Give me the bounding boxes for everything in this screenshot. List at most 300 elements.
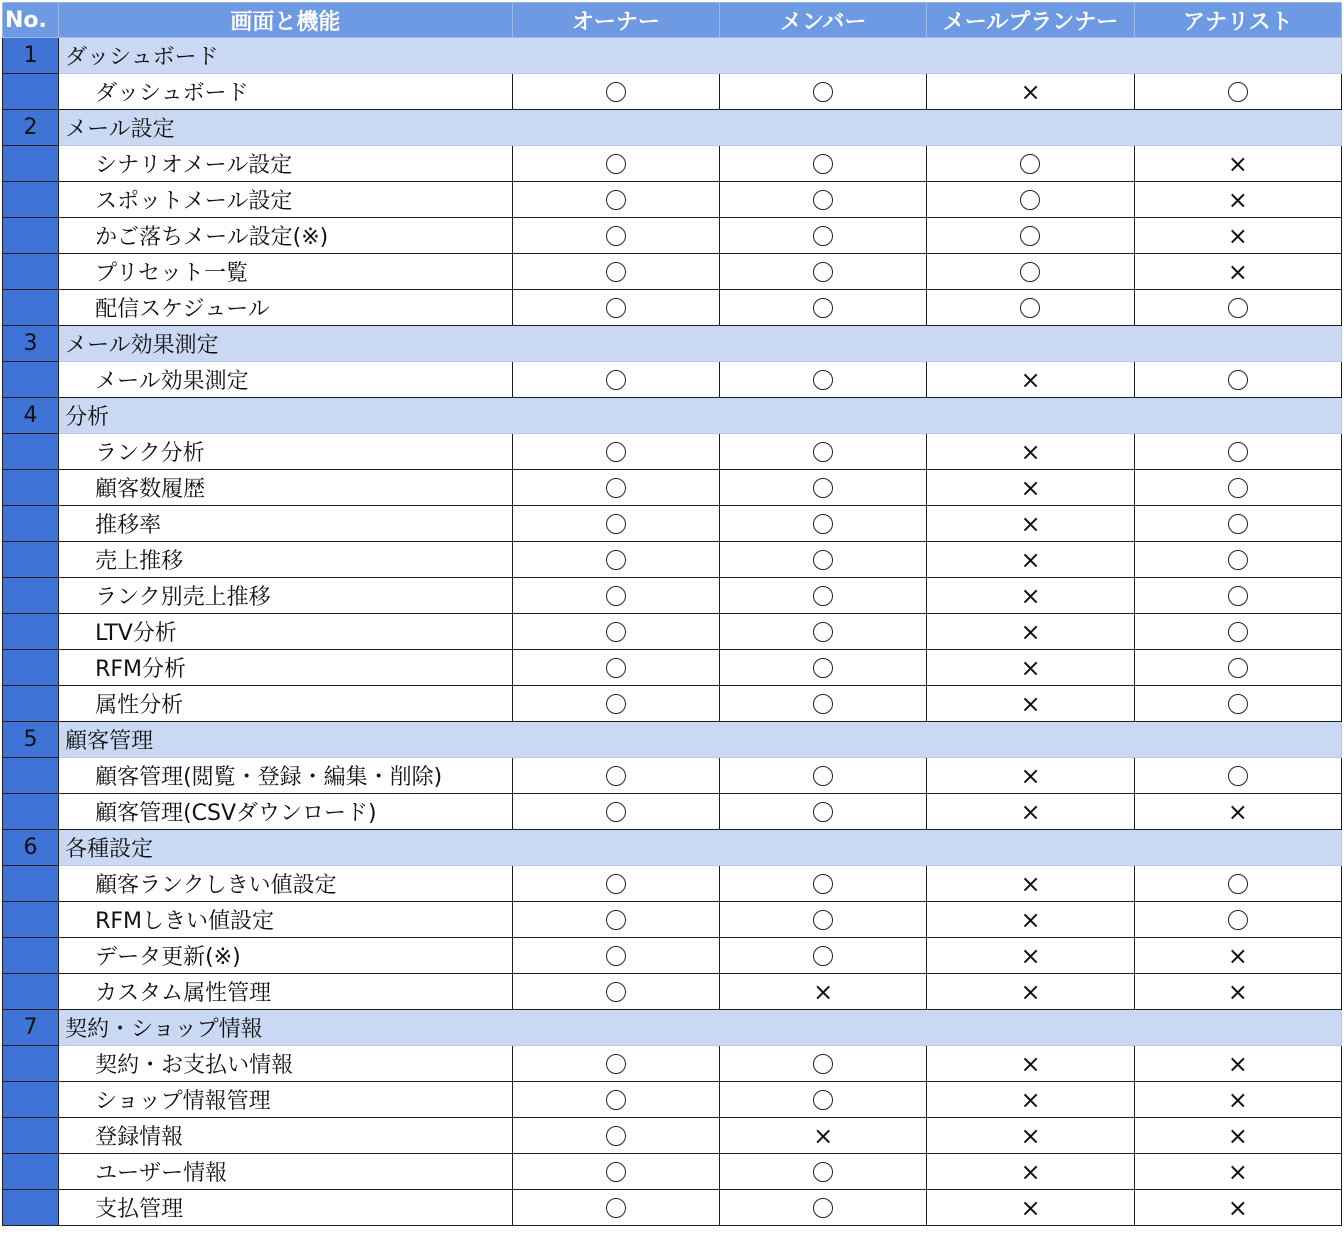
row-number-cell bbox=[3, 1046, 59, 1082]
row-number-cell bbox=[3, 290, 59, 326]
row-number-cell bbox=[3, 758, 59, 794]
denied-mark: × bbox=[1020, 1122, 1041, 1150]
permission-cell bbox=[720, 182, 927, 218]
allowed-mark bbox=[606, 1054, 626, 1074]
feature-name: ユーザー情報 bbox=[59, 1154, 513, 1190]
permission-cell bbox=[720, 686, 927, 722]
permission-cell bbox=[720, 974, 927, 1010]
denied-mark: × bbox=[1227, 798, 1248, 826]
feature-name: 顧客数履歴 bbox=[59, 470, 513, 506]
permission-cell bbox=[720, 470, 927, 506]
permission-cell bbox=[720, 362, 927, 398]
allowed-mark bbox=[606, 1090, 626, 1110]
allowed-mark bbox=[606, 514, 626, 534]
feature-name: スポットメール設定 bbox=[59, 182, 513, 218]
permission-cell bbox=[927, 614, 1134, 650]
permission-cell bbox=[512, 614, 719, 650]
permission-cell bbox=[720, 146, 927, 182]
denied-mark: × bbox=[1020, 1086, 1041, 1114]
allowed-mark bbox=[813, 190, 833, 210]
feature-row bbox=[3, 1118, 1342, 1154]
denied-mark: × bbox=[1020, 798, 1041, 826]
permission-cell bbox=[927, 686, 1134, 722]
row-number-cell bbox=[3, 254, 59, 290]
section-row bbox=[3, 38, 1342, 74]
permission-cell bbox=[512, 542, 719, 578]
feature-name: ダッシュボード bbox=[59, 74, 513, 110]
permission-cell bbox=[720, 290, 927, 326]
feature-row bbox=[3, 686, 1342, 722]
row-number-cell bbox=[3, 866, 59, 902]
row-number-cell bbox=[3, 650, 59, 686]
denied-mark: × bbox=[1020, 654, 1041, 682]
feature-name: 登録情報 bbox=[59, 1118, 513, 1154]
allowed-mark bbox=[606, 442, 626, 462]
allowed-mark bbox=[606, 1162, 626, 1182]
denied-mark: × bbox=[1020, 1194, 1041, 1222]
permission-cell bbox=[1134, 542, 1341, 578]
permission-cell bbox=[512, 974, 719, 1010]
permission-cell bbox=[512, 1190, 719, 1226]
permission-cell bbox=[512, 254, 719, 290]
allowed-mark bbox=[813, 802, 833, 822]
permission-cell bbox=[1134, 938, 1341, 974]
allowed-mark bbox=[1020, 226, 1040, 246]
allowed-mark bbox=[1228, 586, 1248, 606]
feature-name: 売上推移 bbox=[59, 542, 513, 578]
denied-mark: × bbox=[1227, 1194, 1248, 1222]
allowed-mark bbox=[813, 226, 833, 246]
feature-row bbox=[3, 1082, 1342, 1118]
permission-cell bbox=[512, 290, 719, 326]
permission-cell bbox=[1134, 614, 1341, 650]
feature-row bbox=[3, 506, 1342, 542]
allowed-mark bbox=[1228, 442, 1248, 462]
permission-cell bbox=[1134, 74, 1341, 110]
allowed-mark bbox=[1228, 82, 1248, 102]
section-number: 4 bbox=[3, 398, 59, 434]
allowed-mark bbox=[813, 1054, 833, 1074]
allowed-mark bbox=[606, 946, 626, 966]
denied-mark: × bbox=[813, 1122, 834, 1150]
permission-cell bbox=[512, 1082, 719, 1118]
allowed-mark bbox=[813, 622, 833, 642]
section-number: 6 bbox=[3, 830, 59, 866]
permission-cell bbox=[512, 866, 719, 902]
row-number-cell bbox=[3, 794, 59, 830]
permission-cell bbox=[720, 254, 927, 290]
feature-row bbox=[3, 182, 1342, 218]
row-number-cell bbox=[3, 974, 59, 1010]
section-row bbox=[3, 398, 1342, 434]
section-title: 各種設定 bbox=[59, 830, 1342, 866]
row-number-cell bbox=[3, 542, 59, 578]
row-number-cell bbox=[3, 506, 59, 542]
feature-row bbox=[3, 902, 1342, 938]
feature-name: LTV分析 bbox=[59, 614, 513, 650]
allowed-mark bbox=[1228, 514, 1248, 534]
permission-cell bbox=[1134, 866, 1341, 902]
denied-mark: × bbox=[1020, 942, 1041, 970]
allowed-mark bbox=[813, 946, 833, 966]
permission-cell bbox=[720, 542, 927, 578]
row-number-cell bbox=[3, 434, 59, 470]
header-role-mail-planner: メールプランナー bbox=[927, 3, 1134, 38]
row-number-cell bbox=[3, 218, 59, 254]
denied-mark: × bbox=[1020, 474, 1041, 502]
permission-cell bbox=[1134, 686, 1341, 722]
permission-cell bbox=[720, 866, 927, 902]
feature-name: ランク別売上推移 bbox=[59, 578, 513, 614]
feature-name: 顧客管理(CSVダウンロード) bbox=[59, 794, 513, 830]
denied-mark: × bbox=[1020, 690, 1041, 718]
allowed-mark bbox=[606, 1198, 626, 1218]
feature-name: かご落ちメール設定(※) bbox=[59, 218, 513, 254]
permission-cell bbox=[927, 938, 1134, 974]
permission-cell bbox=[512, 1154, 719, 1190]
denied-mark: × bbox=[1227, 222, 1248, 250]
section-number: 2 bbox=[3, 110, 59, 146]
allowed-mark bbox=[606, 910, 626, 930]
allowed-mark bbox=[1020, 298, 1040, 318]
permission-cell bbox=[720, 1082, 927, 1118]
allowed-mark bbox=[1228, 550, 1248, 570]
feature-row bbox=[3, 1154, 1342, 1190]
feature-name: ランク分析 bbox=[59, 434, 513, 470]
permission-cell bbox=[512, 218, 719, 254]
feature-name: 推移率 bbox=[59, 506, 513, 542]
permission-cell bbox=[1134, 1118, 1341, 1154]
permission-cell bbox=[1134, 434, 1341, 470]
allowed-mark bbox=[606, 226, 626, 246]
section-row bbox=[3, 830, 1342, 866]
denied-mark: × bbox=[1227, 186, 1248, 214]
section-number: 5 bbox=[3, 722, 59, 758]
permission-cell bbox=[512, 758, 719, 794]
permission-cell bbox=[927, 146, 1134, 182]
allowed-mark bbox=[606, 478, 626, 498]
permission-cell bbox=[927, 1154, 1134, 1190]
row-number-cell bbox=[3, 74, 59, 110]
table-body bbox=[3, 38, 1342, 1226]
feature-row bbox=[3, 434, 1342, 470]
feature-name: RFMしきい値設定 bbox=[59, 902, 513, 938]
feature-name: 契約・お支払い情報 bbox=[59, 1046, 513, 1082]
denied-mark: × bbox=[1020, 978, 1041, 1006]
allowed-mark bbox=[813, 910, 833, 930]
row-number-cell bbox=[3, 614, 59, 650]
allowed-mark bbox=[813, 658, 833, 678]
denied-mark: × bbox=[1227, 1050, 1248, 1078]
permission-cell bbox=[1134, 290, 1341, 326]
permission-table bbox=[2, 2, 1342, 1226]
feature-row bbox=[3, 758, 1342, 794]
denied-mark: × bbox=[1020, 1050, 1041, 1078]
row-number-cell bbox=[3, 1154, 59, 1190]
feature-row bbox=[3, 470, 1342, 506]
header-role-analyst: アナリスト bbox=[1134, 3, 1341, 38]
permission-cell bbox=[927, 974, 1134, 1010]
row-number-cell bbox=[3, 686, 59, 722]
row-number-cell bbox=[3, 362, 59, 398]
denied-mark: × bbox=[1227, 258, 1248, 286]
denied-mark: × bbox=[1227, 150, 1248, 178]
allowed-mark bbox=[813, 262, 833, 282]
section-number: 1 bbox=[3, 38, 59, 74]
permission-cell bbox=[1134, 1082, 1341, 1118]
header-role-member: メンバー bbox=[720, 3, 927, 38]
permission-cell bbox=[927, 1082, 1134, 1118]
feature-name: ショップ情報管理 bbox=[59, 1082, 513, 1118]
allowed-mark bbox=[813, 82, 833, 102]
permission-cell bbox=[720, 434, 927, 470]
feature-row bbox=[3, 578, 1342, 614]
allowed-mark bbox=[1020, 154, 1040, 174]
denied-mark: × bbox=[1020, 366, 1041, 394]
allowed-mark bbox=[1020, 262, 1040, 282]
row-number-cell bbox=[3, 470, 59, 506]
allowed-mark bbox=[1228, 766, 1248, 786]
permission-cell bbox=[720, 218, 927, 254]
feature-row bbox=[3, 74, 1342, 110]
permission-cell bbox=[1134, 182, 1341, 218]
allowed-mark bbox=[606, 298, 626, 318]
allowed-mark bbox=[606, 874, 626, 894]
permission-cell bbox=[720, 938, 927, 974]
permission-cell bbox=[927, 794, 1134, 830]
section-row bbox=[3, 110, 1342, 146]
denied-mark: × bbox=[1020, 546, 1041, 574]
feature-name: 配信スケジュール bbox=[59, 290, 513, 326]
allowed-mark bbox=[606, 154, 626, 174]
feature-row bbox=[3, 1046, 1342, 1082]
row-number-cell bbox=[3, 578, 59, 614]
denied-mark: × bbox=[1227, 942, 1248, 970]
allowed-mark bbox=[813, 1198, 833, 1218]
permission-cell bbox=[927, 434, 1134, 470]
feature-row bbox=[3, 146, 1342, 182]
permission-cell bbox=[1134, 362, 1341, 398]
permission-cell bbox=[720, 506, 927, 542]
section-title: 分析 bbox=[59, 398, 1342, 434]
permission-cell bbox=[720, 902, 927, 938]
permission-cell bbox=[927, 1046, 1134, 1082]
denied-mark: × bbox=[1227, 978, 1248, 1006]
allowed-mark bbox=[606, 190, 626, 210]
header-row bbox=[3, 3, 1342, 38]
allowed-mark bbox=[606, 622, 626, 642]
denied-mark: × bbox=[1020, 870, 1041, 898]
feature-row bbox=[3, 290, 1342, 326]
permission-cell bbox=[927, 470, 1134, 506]
feature-name: 顧客ランクしきい値設定 bbox=[59, 866, 513, 902]
feature-name: カスタム属性管理 bbox=[59, 974, 513, 1010]
permission-cell bbox=[512, 578, 719, 614]
header-role-owner: オーナー bbox=[512, 3, 719, 38]
denied-mark: × bbox=[1020, 582, 1041, 610]
allowed-mark bbox=[813, 514, 833, 534]
permission-cell bbox=[927, 254, 1134, 290]
permission-cell bbox=[720, 794, 927, 830]
row-number-cell bbox=[3, 1082, 59, 1118]
permission-cell bbox=[512, 434, 719, 470]
permission-cell bbox=[512, 182, 719, 218]
permission-cell bbox=[720, 74, 927, 110]
permission-cell bbox=[927, 1118, 1134, 1154]
feature-name: RFM分析 bbox=[59, 650, 513, 686]
permission-cell bbox=[927, 650, 1134, 686]
allowed-mark bbox=[813, 1162, 833, 1182]
allowed-mark bbox=[606, 586, 626, 606]
permission-cell bbox=[512, 506, 719, 542]
allowed-mark bbox=[813, 874, 833, 894]
permission-cell bbox=[927, 290, 1134, 326]
permission-cell bbox=[1134, 974, 1341, 1010]
allowed-mark bbox=[813, 766, 833, 786]
allowed-mark bbox=[1228, 910, 1248, 930]
permission-cell bbox=[1134, 902, 1341, 938]
denied-mark: × bbox=[1020, 78, 1041, 106]
section-row bbox=[3, 1010, 1342, 1046]
feature-row bbox=[3, 254, 1342, 290]
permission-cell bbox=[512, 146, 719, 182]
feature-row bbox=[3, 218, 1342, 254]
feature-row bbox=[3, 794, 1342, 830]
permission-cell bbox=[927, 362, 1134, 398]
permission-cell bbox=[720, 650, 927, 686]
row-number-cell bbox=[3, 902, 59, 938]
feature-name: メール効果測定 bbox=[59, 362, 513, 398]
row-number-cell bbox=[3, 182, 59, 218]
permission-cell bbox=[1134, 578, 1341, 614]
section-title: ダッシュボード bbox=[59, 38, 1342, 74]
section-row bbox=[3, 722, 1342, 758]
permission-cell bbox=[512, 938, 719, 974]
permission-cell bbox=[927, 182, 1134, 218]
allowed-mark bbox=[1228, 370, 1248, 390]
allowed-mark bbox=[606, 694, 626, 714]
header-feature: 画面と機能 bbox=[59, 3, 513, 38]
allowed-mark bbox=[813, 550, 833, 570]
feature-row bbox=[3, 938, 1342, 974]
row-number-cell bbox=[3, 146, 59, 182]
permission-cell bbox=[512, 686, 719, 722]
feature-row bbox=[3, 362, 1342, 398]
allowed-mark bbox=[813, 154, 833, 174]
permission-cell bbox=[1134, 1046, 1341, 1082]
allowed-mark bbox=[1228, 622, 1248, 642]
section-title: メール設定 bbox=[59, 110, 1342, 146]
allowed-mark bbox=[813, 370, 833, 390]
permission-cell bbox=[720, 614, 927, 650]
allowed-mark bbox=[1228, 298, 1248, 318]
permission-cell bbox=[927, 74, 1134, 110]
permission-cell bbox=[927, 866, 1134, 902]
permission-cell bbox=[720, 1046, 927, 1082]
permission-cell bbox=[927, 218, 1134, 254]
allowed-mark bbox=[813, 586, 833, 606]
permission-cell bbox=[720, 758, 927, 794]
permission-cell bbox=[1134, 650, 1341, 686]
allowed-mark bbox=[813, 694, 833, 714]
permission-cell bbox=[720, 578, 927, 614]
permission-cell bbox=[512, 794, 719, 830]
permission-cell bbox=[927, 506, 1134, 542]
denied-mark: × bbox=[1020, 906, 1041, 934]
permission-cell bbox=[720, 1118, 927, 1154]
permission-cell bbox=[512, 1118, 719, 1154]
feature-row bbox=[3, 614, 1342, 650]
header-no: No. bbox=[3, 3, 59, 38]
denied-mark: × bbox=[1020, 438, 1041, 466]
permission-cell bbox=[512, 470, 719, 506]
feature-name: 支払管理 bbox=[59, 1190, 513, 1226]
feature-name: データ更新(※) bbox=[59, 938, 513, 974]
feature-row bbox=[3, 542, 1342, 578]
allowed-mark bbox=[1020, 190, 1040, 210]
allowed-mark bbox=[606, 658, 626, 678]
permission-cell bbox=[1134, 794, 1341, 830]
denied-mark: × bbox=[1020, 1158, 1041, 1186]
allowed-mark bbox=[606, 1126, 626, 1146]
allowed-mark bbox=[606, 982, 626, 1002]
feature-name: シナリオメール設定 bbox=[59, 146, 513, 182]
permission-cell bbox=[1134, 1154, 1341, 1190]
permission-cell bbox=[927, 1190, 1134, 1226]
denied-mark: × bbox=[1227, 1158, 1248, 1186]
denied-mark: × bbox=[1020, 618, 1041, 646]
permission-cell bbox=[720, 1154, 927, 1190]
row-number-cell bbox=[3, 1190, 59, 1226]
allowed-mark bbox=[606, 802, 626, 822]
feature-row bbox=[3, 974, 1342, 1010]
permission-cell bbox=[1134, 146, 1341, 182]
permission-cell bbox=[927, 758, 1134, 794]
allowed-mark bbox=[1228, 874, 1248, 894]
permission-cell bbox=[1134, 470, 1341, 506]
permission-cell bbox=[927, 542, 1134, 578]
section-number: 3 bbox=[3, 326, 59, 362]
permission-cell bbox=[1134, 758, 1341, 794]
permission-cell bbox=[512, 902, 719, 938]
allowed-mark bbox=[813, 478, 833, 498]
allowed-mark bbox=[813, 442, 833, 462]
permission-cell bbox=[1134, 506, 1341, 542]
permission-cell bbox=[927, 902, 1134, 938]
feature-name: 属性分析 bbox=[59, 686, 513, 722]
permission-cell bbox=[1134, 1190, 1341, 1226]
denied-mark: × bbox=[813, 978, 834, 1006]
denied-mark: × bbox=[1227, 1086, 1248, 1114]
permission-cell bbox=[720, 1190, 927, 1226]
section-title: 契約・ショップ情報 bbox=[59, 1010, 1342, 1046]
section-title: メール効果測定 bbox=[59, 326, 1342, 362]
allowed-mark bbox=[1228, 658, 1248, 678]
feature-row bbox=[3, 650, 1342, 686]
permission-cell bbox=[927, 578, 1134, 614]
feature-row bbox=[3, 1190, 1342, 1226]
allowed-mark bbox=[606, 262, 626, 282]
section-title: 顧客管理 bbox=[59, 722, 1342, 758]
permission-cell bbox=[1134, 254, 1341, 290]
row-number-cell bbox=[3, 1118, 59, 1154]
allowed-mark bbox=[1228, 694, 1248, 714]
allowed-mark bbox=[813, 1090, 833, 1110]
allowed-mark bbox=[606, 550, 626, 570]
allowed-mark bbox=[606, 82, 626, 102]
permission-cell bbox=[512, 1046, 719, 1082]
feature-row bbox=[3, 866, 1342, 902]
